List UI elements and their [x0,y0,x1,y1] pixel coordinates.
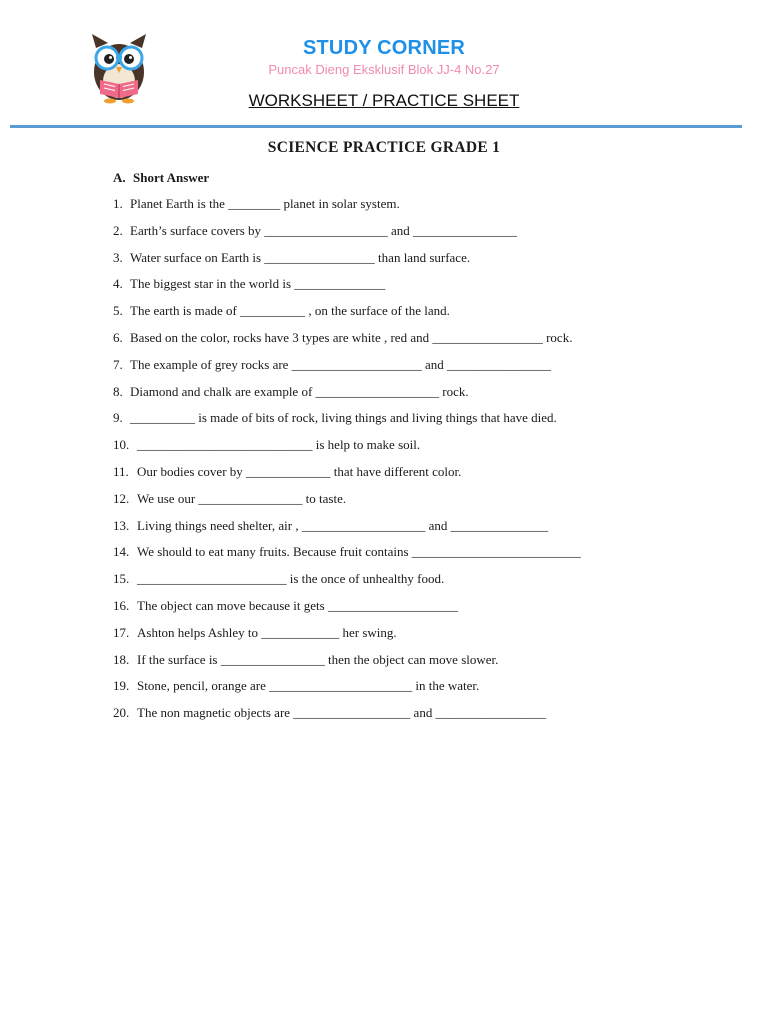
question-number: 10. [113,437,130,453]
section-title: Short Answer [133,170,210,185]
question-number: 15. [113,571,130,587]
question-text: Based on the color, rocks have 3 types are white , red and _________________ rock. [130,329,573,345]
question-text: Earth’s surface covers by ___________________ and ________________ [130,222,518,238]
question-number: 6. [113,329,123,345]
question-text: __________ is made of bits of rock, living things and living things that have died. [130,410,557,426]
question-text: The example of grey rocks are ____________________ and ________________ [130,356,551,372]
question-text: Planet Earth is the ________ planet in solar system. [130,196,400,211]
question-number: 9. [113,410,123,426]
question-item [113,571,581,598]
question-item [113,410,581,437]
question-text: The non magnetic objects are __________________ and _________________ [137,705,547,721]
question-item [113,303,581,330]
question-number: 19. [113,678,130,694]
question-number: 2. [113,222,123,238]
question-text: ___________________________ is help to make soil. [137,437,421,453]
question-number: 17. [113,624,130,640]
question-item [113,598,581,625]
question-text: The biggest star in the world is ______________ [130,276,386,292]
question-list [113,196,581,732]
question-number: 13. [113,517,130,533]
question-text: _______________________ is the once of unhealthy food. [137,571,445,587]
question-number: 1. [113,196,123,211]
question-text: Diamond and chalk are example of ___________________ rock. [130,383,469,399]
sheet-title: WORKSHEET / PRACTICE SHEET [248,91,520,110]
question-item [113,437,581,464]
question-text: Ashton helps Ashley to ____________ her swing. [137,624,397,640]
question-number: 7. [113,356,123,372]
question-number: 16. [113,597,130,613]
question-item [113,652,581,679]
header-divider [10,125,742,128]
brand-address: Puncak Dieng Eksklusif Blok JJ-4 No.27 [268,62,500,77]
section-letter: A. [113,170,126,185]
question-number: 18. [113,651,130,667]
question-item [113,518,581,545]
question-item [113,384,581,411]
question-text: Water surface on Earth is _________________ than land surface. [130,249,471,265]
question-item [113,544,581,571]
question-number: 14. [113,544,130,560]
question-number: 3. [113,249,123,265]
question-number: 20. [113,705,130,721]
question-item [113,330,581,357]
brand-title: STUDY CORNER [302,37,466,59]
question-number: 12. [113,490,130,506]
question-item [113,491,581,518]
question-number: 8. [113,383,123,399]
question-number: 5. [113,303,123,319]
question-item [113,678,581,705]
question-item [113,196,581,223]
question-number: 4. [113,276,123,292]
question-item [113,223,581,250]
worksheet-title: SCIENCE PRACTICE GRADE 1 [267,139,501,156]
question-item [113,357,581,384]
owl-reading-book-icon [86,34,152,104]
question-text: Our bodies cover by _____________ that have different color. [137,463,462,479]
question-text: Living things need shelter, air , ___________________ and _______________ [137,517,549,533]
question-item [113,705,581,732]
question-text: Stone, pencil, orange are ______________________ in the water. [137,678,480,694]
question-item [113,464,581,491]
question-text: The earth is made of __________ , on the surface of the land. [130,303,450,319]
question-text: We should to eat many fruits. Because fruit contains __________________________ [137,544,581,560]
question-text: The object can move because it gets ____________________ [137,597,458,613]
question-text: If the surface is ________________ then the object can move slower. [137,651,499,667]
question-number: 11. [113,463,129,479]
question-item [113,625,581,652]
section-heading [113,170,209,186]
question-text: We use our ________________ to taste. [137,490,347,506]
question-item [113,250,581,277]
question-item [113,276,581,303]
